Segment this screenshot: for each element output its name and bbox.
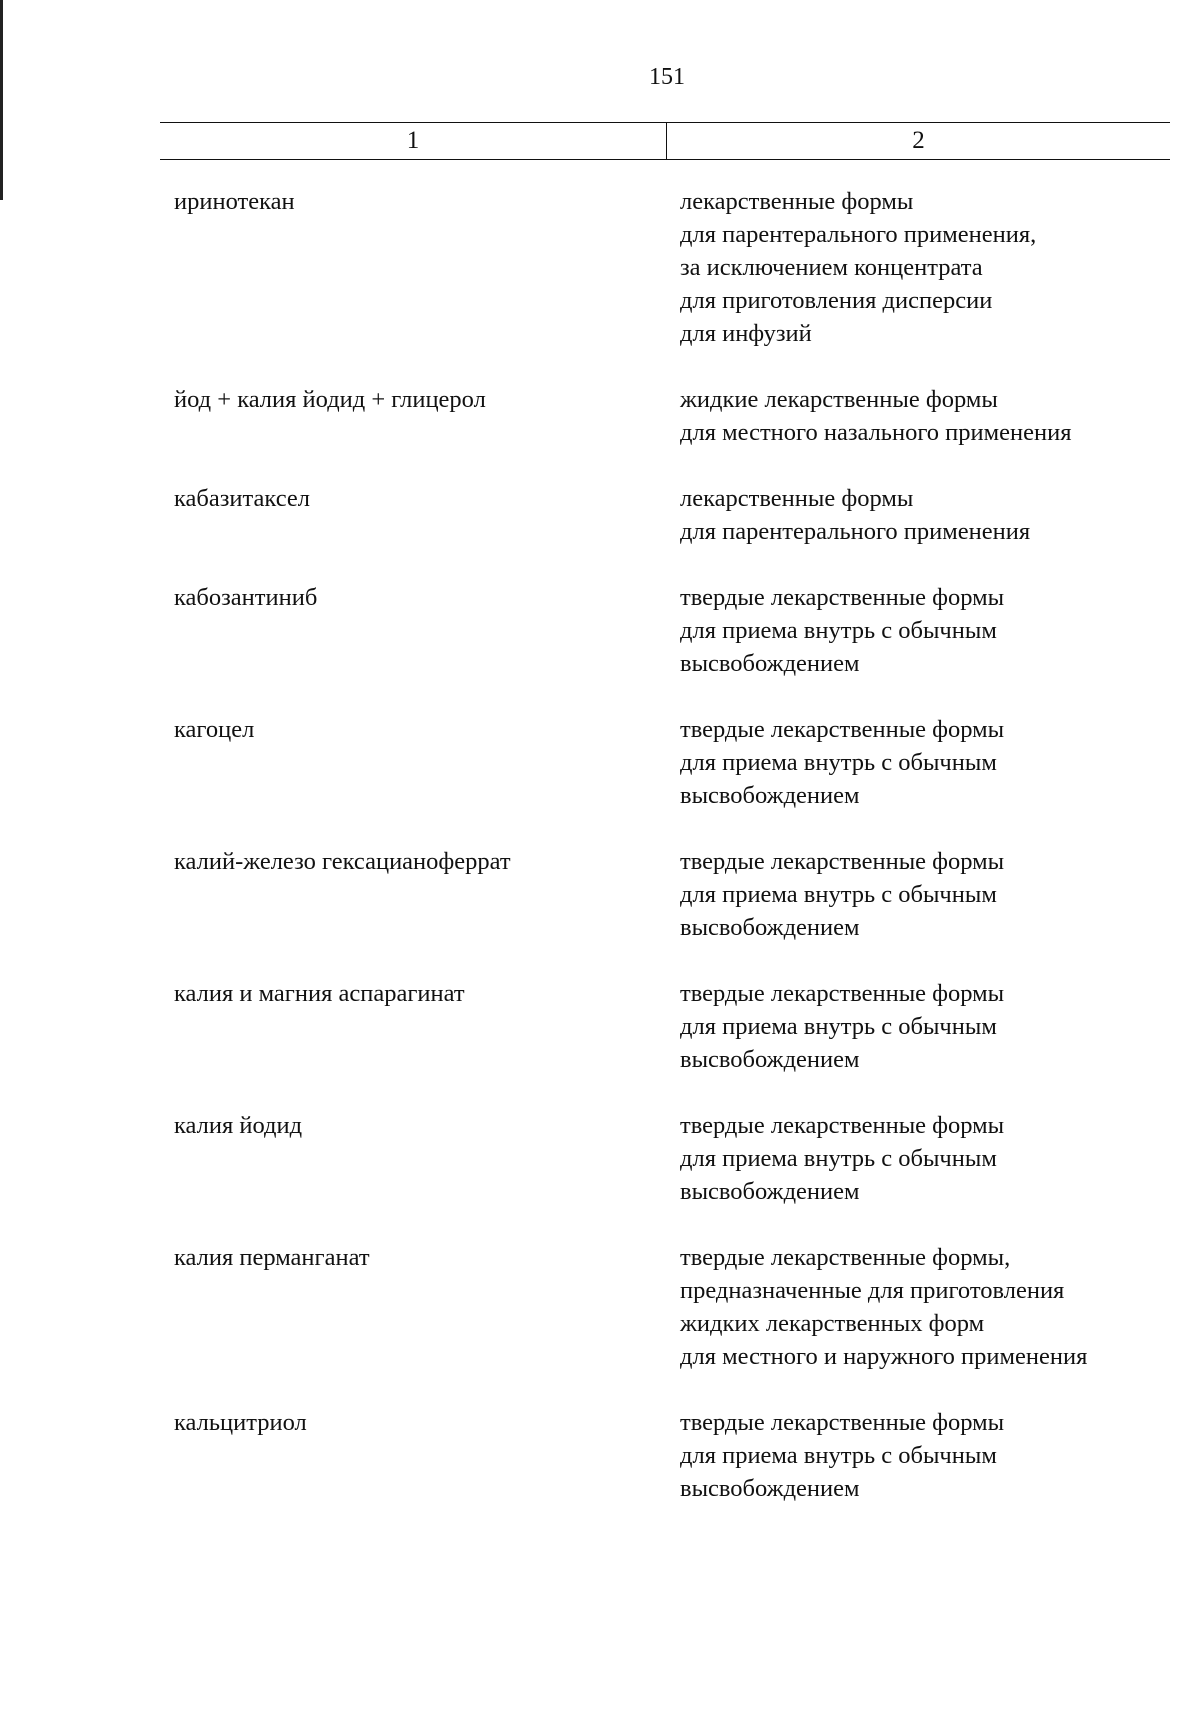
table-row: [174, 845, 1174, 944]
page-edge-mark: [0, 0, 3, 200]
table-body: [174, 185, 1174, 1505]
drug-name: калий-железо гексацианоферрат: [174, 848, 511, 875]
table-row: [174, 713, 1174, 812]
dosage-form: лекарственные формы для парентерального применения: [680, 485, 1031, 545]
dosage-form: твердые лекарственные формы, предназначенные для приготовления жидких лекарственных форм для местного и наружного применения: [680, 1244, 1088, 1370]
drug-name: йод + калия йодид + глицерол: [174, 386, 486, 413]
table-row: [174, 1241, 1174, 1373]
table-row: [174, 581, 1174, 680]
dosage-form: жидкие лекарственные формы для местного назального применения: [680, 386, 1072, 446]
dosage-form: твердые лекарственные формы для приема внутрь с обычным высвобождением: [680, 584, 1005, 677]
drug-name: кабазитаксел: [174, 485, 310, 512]
dosage-form: твердые лекарственные формы для приема внутрь с обычным высвобождением: [680, 980, 1005, 1073]
drug-name: кабозантиниб: [174, 584, 318, 611]
column-header-2: 2: [912, 127, 925, 154]
drug-name: калия и магния аспарагинат: [174, 980, 465, 1007]
table-row: [174, 977, 1174, 1076]
dosage-form: твердые лекарственные формы для приема внутрь с обычным высвобождением: [680, 716, 1005, 809]
dosage-form: твердые лекарственные формы для приема внутрь с обычным высвобождением: [680, 1112, 1005, 1205]
column-header-1: 1: [160, 123, 667, 159]
drug-name: кальцитриол: [174, 1409, 307, 1436]
drug-name: калия йодид: [174, 1112, 303, 1139]
drug-name: калия перманганат: [174, 1244, 370, 1271]
table-row: [174, 482, 1174, 548]
dosage-form: твердые лекарственные формы для приема внутрь с обычным высвобождением: [680, 848, 1005, 941]
dosage-form: твердые лекарственные формы для приема внутрь с обычным высвобождением: [680, 1409, 1005, 1502]
table-header: [160, 122, 1170, 160]
table-row: [174, 383, 1174, 449]
dosage-form: лекарственные формы для парентерального применения, за исключением концентрата для приготовления дисперсии для инфузий: [680, 188, 1037, 347]
drug-name: кагоцел: [174, 716, 255, 743]
table-row: [174, 1109, 1174, 1208]
page-number: 151: [649, 64, 685, 90]
table-row: [174, 185, 1174, 350]
table-row: [174, 1406, 1174, 1505]
drug-name: иринотекан: [174, 188, 295, 215]
